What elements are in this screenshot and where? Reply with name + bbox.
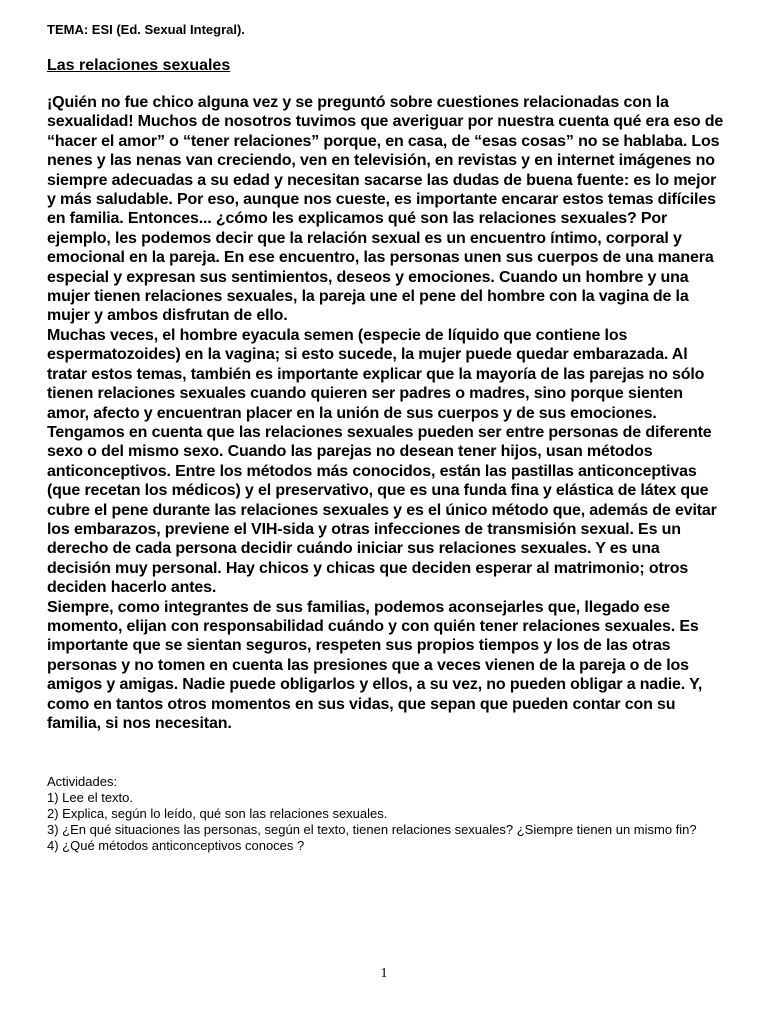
document-title: Las relaciones sexuales — [47, 57, 231, 74]
topic-header: TEMA: ESI (Ed. Sexual Integral). — [47, 22, 245, 37]
paragraph-2: Muchas veces, el hombre eyacula semen (especie de líquido que contiene los espermatozoides) en la vagina; si esto sucede, la mujer puede quedar embarazada. Al tratar estos temas, también es importante explicar que la mayoría de las parejas no sólo tienen relaciones sexuales cuando quieren ser padres o madres, sino porque sienten amor, afecto y encuentran placer en la unión de sus cuerpos y de sus emociones. Tengamos en cuenta que las relaciones sexuales pueden ser entre personas de diferente sexo o del mismo sexo. Cuando las parejas no desean tener hijos, usan métodos anticonceptivos. Entre los métodos más conocidos, están las pastillas anticonceptivas (que recetan los médicos) y el preservativo, que es una funda fina y elástica de látex que cubre el pene durante las relaciones sexuales y es el único método que, además de evitar los embarazos, previene el VIH-sida y otras infecciones de transmisión sexual. Es un derecho de cada persona decidir cuándo iniciar sus relaciones sexuales. Y es una decisión muy personal. Hay chicos y chicas que deciden esperar al matrimonio; otros deciden hacerlo antes. — [47, 326, 717, 597]
activities-heading: Actividades: — [47, 774, 118, 790]
activity-item-2: 2) Explica, según lo leído, qué son las relaciones sexuales. — [47, 806, 388, 821]
activity-item-4: 4) ¿Qué métodos anticonceptivos conoces ? — [47, 837, 305, 853]
page-number: 1 — [380, 966, 388, 981]
activities-section — [47, 774, 727, 853]
activity-item-3: 3) ¿En qué situaciones las personas, según el texto, tienen relaciones sexuales? ¿Siempre tienen un mismo fin? — [47, 821, 697, 837]
activity-item-1: 1) Lee el texto. — [47, 790, 133, 806]
main-text — [47, 93, 727, 733]
paragraph-1: ¡Quién no fue chico alguna vez y se preguntó sobre cuestiones relacionadas con la sexualidad! Muchos de nosotros tuvimos que averiguar por nuestra cuenta qué era eso de “hacer el amor” o “tener relaciones” porque, en casa, de “esas cosas” no se hablaba. Los nenes y las nenas van creciendo, ven en televisión, en revistas y en internet imágenes no siempre adecuadas a su edad y necesitan sacarse las dudas de buena fuente: es lo mejor y más saludable. Por eso, aunque nos cueste, es importante encarar estos temas difíciles en familia. Entonces... ¿cómo les explicamos qué son las relaciones sexuales? Por ejemplo, les podemos decir que la relación sexual es un encuentro íntimo, corporal y emocional en la pareja. En ese encuentro, las personas unen sus cuerpos de una manera especial y expresan sus sentimientos, deseos y emociones. Cuando un hombre y una mujer tienen relaciones sexuales, la pareja une el pene del hombre con la vagina de la mujer y ambos disfrutan de ello. — [47, 94, 724, 325]
document-page — [47, 22, 727, 853]
paragraph-3: Siempre, como integrantes de sus familias, podemos aconsejarles que, llegado ese momento, elijan con responsabilidad cuándo y con quién tener relaciones sexuales. Es importante que se sientan seguros, respeten sus propios tiempos y los de las otras personas y no tomen en cuenta las presiones que a veces vienen de la pareja o de los amigos y amigas. Nadie puede obligarlos y ellos, a su vez, no pueden obligar a nadie. Y, como en tantos otros momentos en sus vidas, que sepan que pueden contar con su familia, si nos necesitan. — [47, 598, 703, 732]
